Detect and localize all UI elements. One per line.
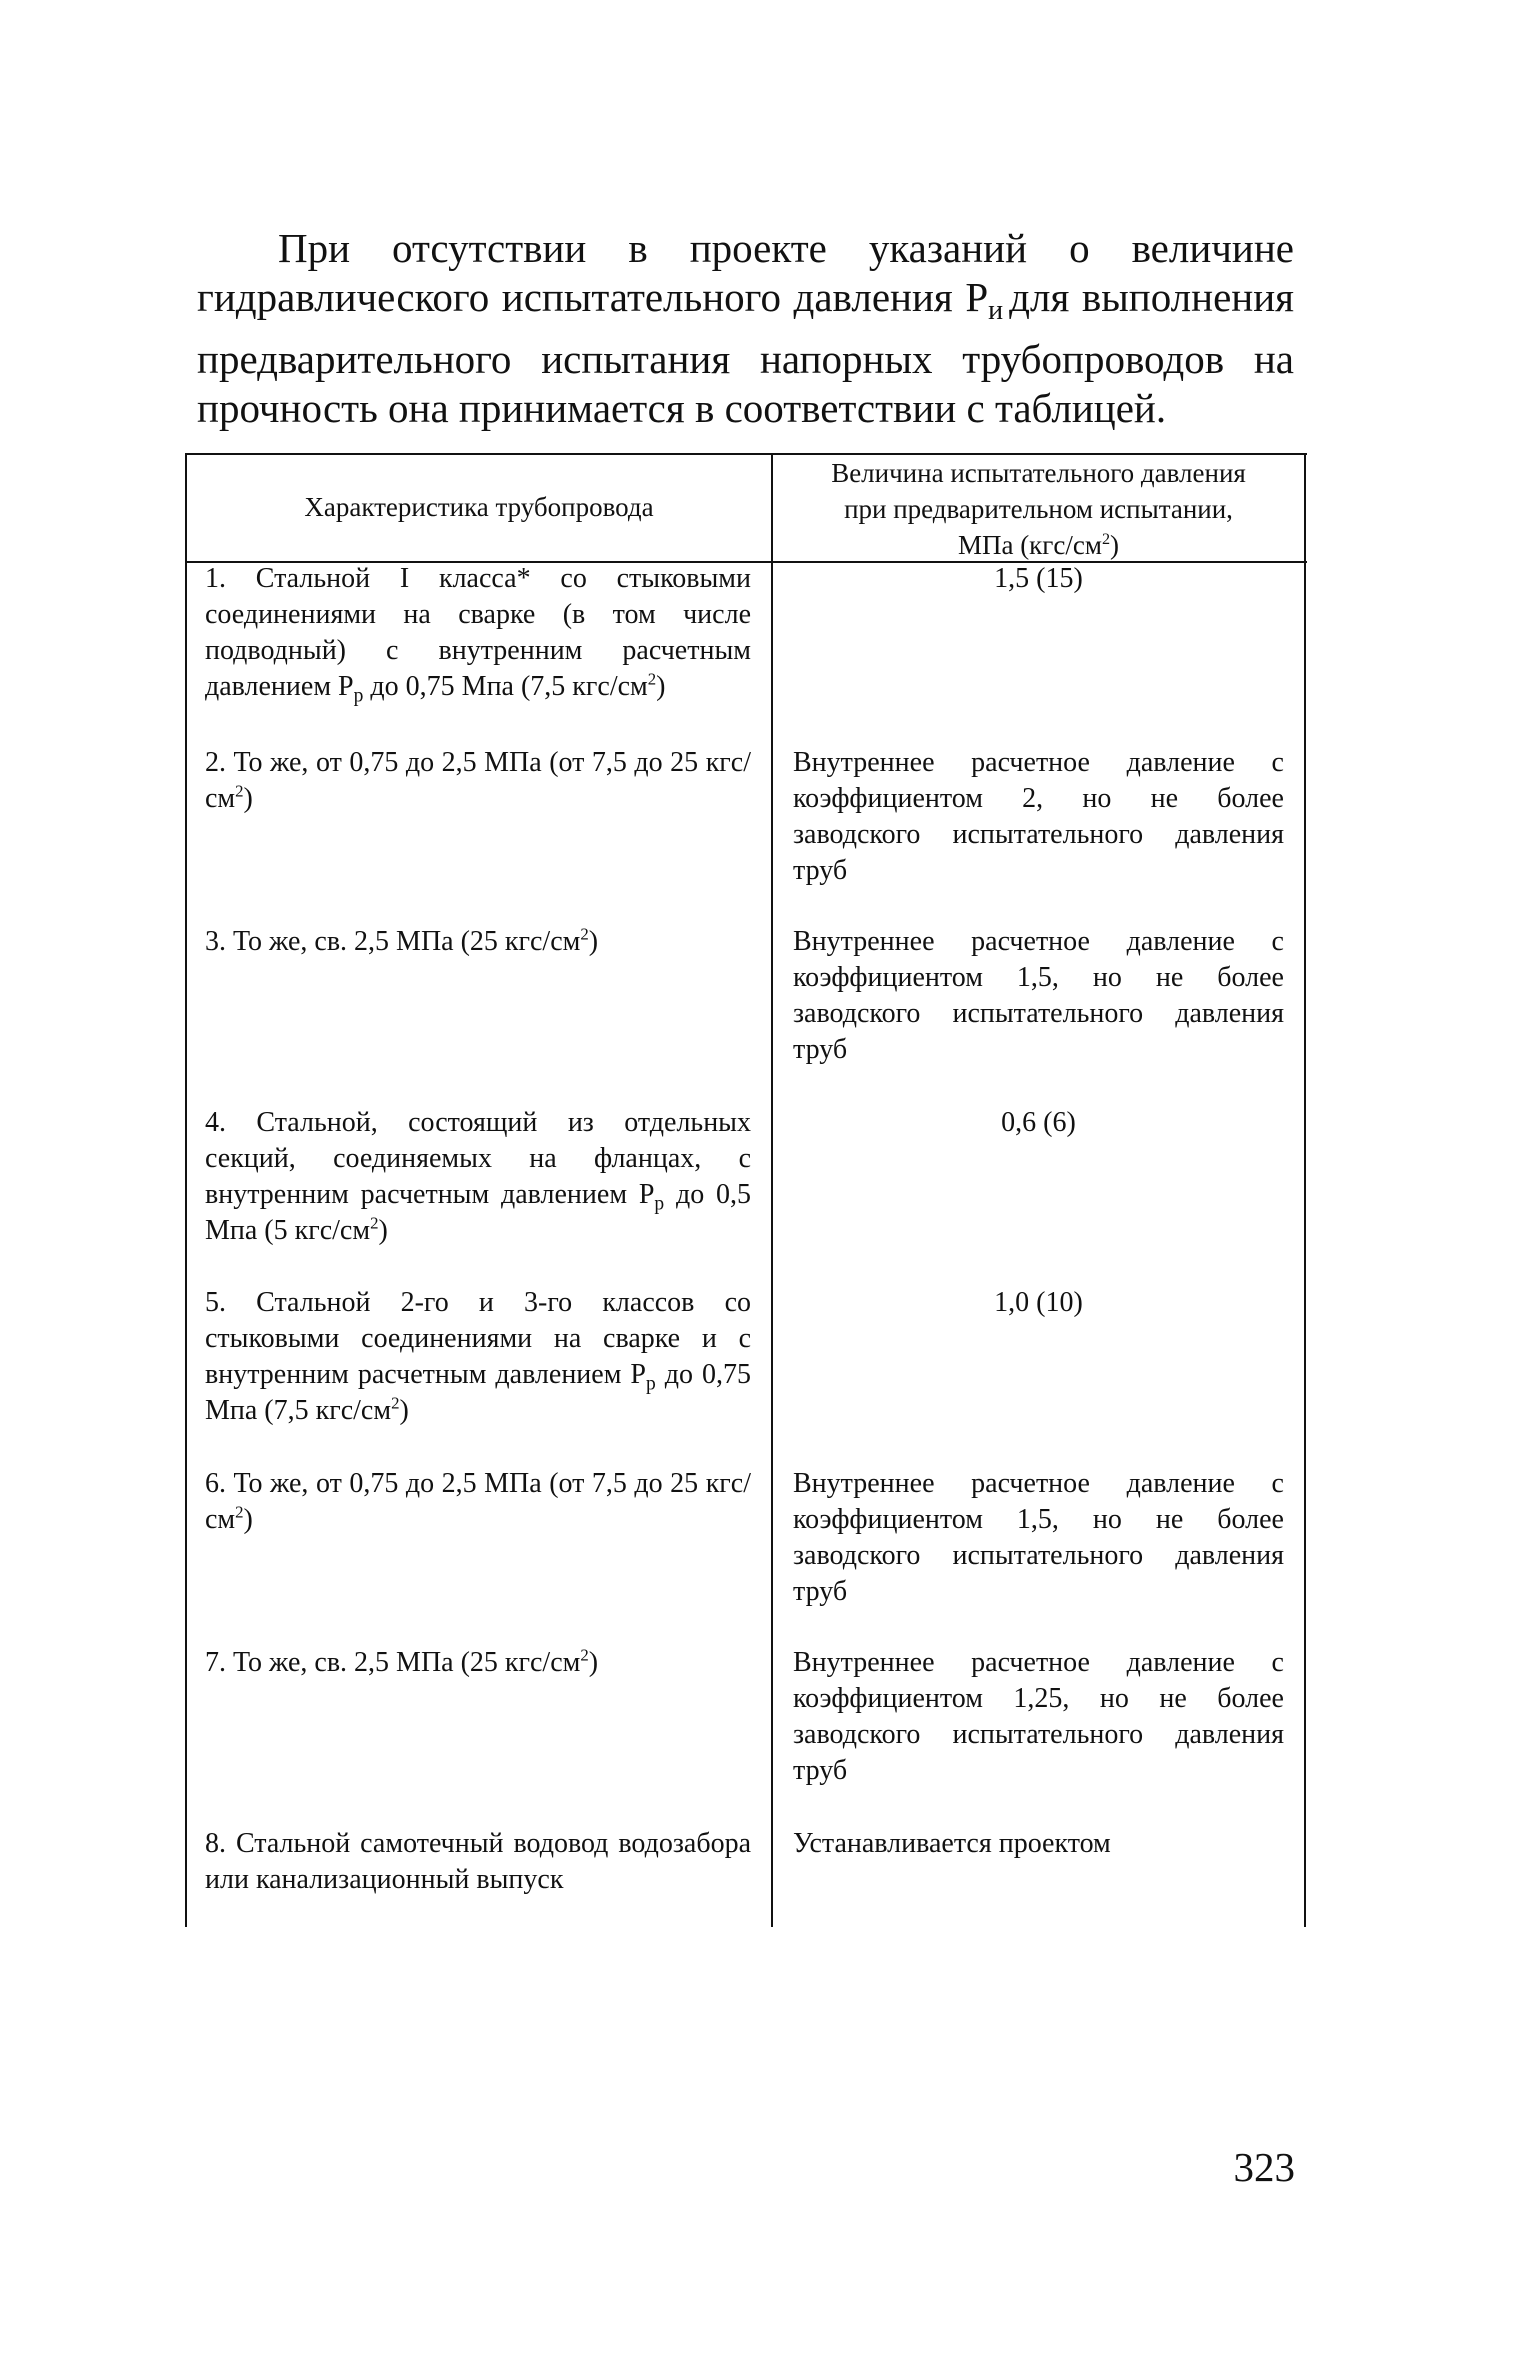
table-border-right [1304,453,1306,1927]
table-header-pressure-line2: при предварительном испытании, [844,494,1233,524]
table-row-3-value: Внутреннее расчетное давление с коэффициентом 1,5, но не более заводского испытательного давления труб [793,926,1284,1065]
table-row-2-value: Внутреннее расчетное давление с коэффициентом 2, но не более заводского испытательного давления труб [793,747,1284,886]
table-header-pressure-line3: МПа $(кгс/см^2)$ [957,530,1120,560]
table-border-left [185,453,187,1927]
table-row-4-description: 4. Стальной, состоящий из отдельных секций, соединяемых на фланцах, с внутренним расчетным давлением $Р_р$ до 0,5 Мпа (5 кгс/$см^2$) [205,1107,751,1246]
table-row-5-description: 5. Стальной 2-го и 3-го классов со стыковыми соединениями на сварке и с внутренним расчетным давлением $Р_р$ до 0,75 Мпа (7,5 кгс/$см^2$) [205,1287,751,1426]
pressure-table [185,453,1307,1927]
table-row-8-description: 8. Стальной самотечный водовод водозабора или канализационный выпуск [205,1828,751,1895]
table-row-6-description: 6. То же, от 0,75 до 2,5 МПа (от 7,5 до 25 кгс/$см^2$) [205,1468,751,1535]
table-row-6-value: Внутреннее расчетное давление с коэффициентом 1,5, но не более заводского испытательного давления труб [793,1468,1284,1607]
table-column-divider [771,453,773,1927]
table-row-1-description: 1. Стальной I класса* со стыковыми соединениями на сварке (в том числе подводный) с внутренним расчетным давлением $Р_р$ до 0,75 Мпа (7,5 кгс/$см^2$) [205,563,751,707]
intro-subscript: и [988,295,1004,326]
table-header-pressure-line1: Величина испытательного давления [831,458,1246,488]
table-row-1-value: 1,5 (15) [994,563,1083,594]
intro-text-part2: для выполнения предварительного испытания напорных трубопроводов на прочность она принимается в соответствии с таблицей. [197,274,1295,431]
page-number: 323 [1233,2144,1295,2190]
table-row-4-value: 0,6 (6) [1001,1107,1076,1138]
table-header-characteristic: Характеристика трубопровода [304,492,654,522]
table-row-8-value: Устанавливается проектом [793,1828,1111,1859]
table-row-7-value: Внутреннее расчетное давление с коэффициентом 1,25, но не более заводского испытательного давления труб [793,1647,1284,1786]
table-row-5-value: 1,0 (10) [994,1287,1083,1318]
table-header-pressure [773,455,1304,563]
intro-text-part1: При отсутствии в проекте указаний о величине гидравлического испытательного давления Р [197,225,1294,320]
table-row-3-description: 3. То же, св. 2,5 МПа (25 кгс/$см^2$) [205,924,599,957]
intro-paragraph [197,224,1294,433]
table-row-2-description: 2. То же, от 0,75 до 2,5 МПа (от 7,5 до 25 кгс/$см^2$) [205,747,751,814]
table-row-7-description: 7. То же, св. 2,5 МПа (25 кгс/$см^2$) [205,1645,599,1678]
